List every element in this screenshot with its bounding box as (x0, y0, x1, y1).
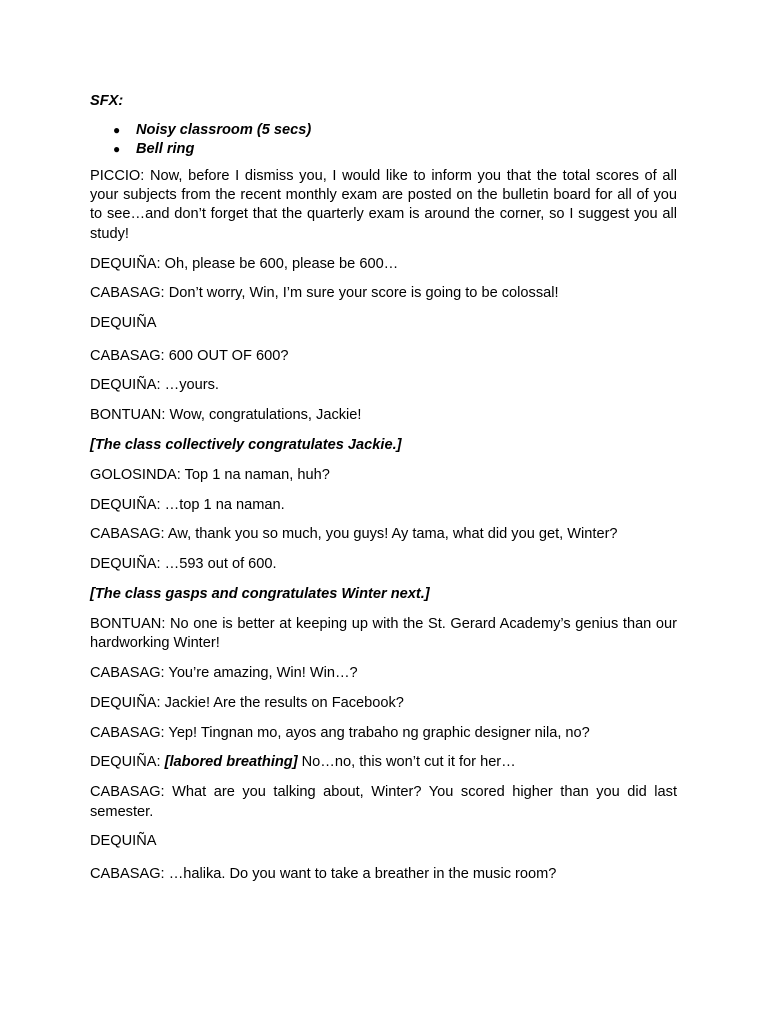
dialogue-line (90, 753, 677, 772)
dialogue-text: …yours. (164, 377, 219, 394)
dialogue-line (90, 466, 677, 485)
speaker-name: CABASAG: (90, 285, 165, 302)
sfx-item: ● Bell ring (90, 140, 677, 159)
dialogue-text: No…no, this won’t cut it for her… (301, 754, 516, 771)
dialogue-text: …halika. Do you want to take a breather in the music room? (168, 865, 557, 882)
dialogue-text: What are you talking about, Winter? You scored higher than you did last semester. (90, 784, 677, 820)
speaker-name: DEQUIÑA: (90, 556, 161, 573)
speaker-name: CABASAG: (90, 724, 165, 741)
dialogue-text: Yep! Tingnan mo, ayos ang trabaho ng graphic designer nila, no? (168, 724, 590, 741)
speaker-name: PICCIO: (90, 167, 145, 184)
dialogue-text: Aw, thank you so much, you guys! Ay tama, what did you get, Winter? (167, 526, 618, 543)
dialogue-text: You’re amazing, Win! Win…? (168, 664, 358, 681)
speaker-name: GOLOSINDA: (90, 466, 181, 483)
speaker-name: CABASAG: (90, 784, 165, 801)
dialogue-line (90, 865, 677, 884)
dialogue-line (90, 615, 677, 654)
dialogue-line (90, 724, 677, 743)
dialogue-line (90, 783, 677, 822)
stage-direction: [The class gasps and congratulates Winter next.] (90, 585, 430, 602)
dialogue-line (90, 284, 677, 303)
speaker-name: DEQUIÑA: (90, 496, 161, 513)
speaker-name: DEQUIÑA (90, 315, 157, 332)
dialogue-text: Wow, congratulations, Jackie! (169, 407, 362, 424)
dialogue-line (90, 525, 677, 544)
dialogue-text: Now, before I dismiss you, I would like to inform you that the total scores of all your subjects from the recent monthly exam are posted on the bulletin board for all of you to see…and don’t forget that the quarterly exam is around the corner, so I suggest you all study! (90, 167, 677, 242)
sfx-list (90, 121, 677, 158)
dialogue-lines (90, 167, 677, 885)
script-body (90, 92, 677, 895)
sfx-heading: SFX: (90, 93, 124, 109)
speaker-name: DEQUIÑA: (90, 255, 161, 272)
dialogue-line (90, 255, 677, 274)
speaker-name: CABASAG: (90, 664, 165, 681)
dialogue-text: Don’t worry, Win, I’m sure your score is going to be colossal! (168, 285, 559, 302)
speaker-name: DEQUIÑA (90, 833, 157, 850)
dialogue-line (90, 832, 677, 851)
dialogue-line (90, 496, 677, 515)
dialogue-line (90, 664, 677, 683)
speaker-name: BONTUAN: (90, 615, 166, 632)
dialogue-line (90, 347, 677, 366)
dialogue-text: No one is better at keeping up with the St. Gerard Academy’s genius than our hardworking Winter! (90, 615, 677, 652)
dialogue-line (90, 167, 677, 245)
speaker-name: DEQUIÑA: (90, 377, 161, 394)
speaker-name: CABASAG: (90, 526, 165, 543)
dialogue-text: Jackie! Are the results on Facebook? (164, 694, 404, 711)
speaker-name: BONTUAN: (90, 407, 166, 424)
inline-stage-direction: [labored breathing] (164, 754, 298, 771)
speaker-name: CABASAG: (90, 865, 165, 882)
dialogue-line (90, 314, 677, 333)
dialogue-text: …top 1 na naman. (164, 496, 285, 513)
dialogue-text: Oh, please be 600, please be 600… (164, 255, 399, 272)
speaker-name: DEQUIÑA: (90, 754, 161, 771)
speaker-name: DEQUIÑA: (90, 694, 161, 711)
sfx-item: ● Noisy classroom (5 secs) (90, 121, 677, 140)
stage-direction: [The class collectively congratulates Jackie.] (90, 437, 402, 453)
dialogue-line (90, 555, 677, 574)
dialogue-line (90, 376, 677, 395)
dialogue-text: Top 1 na naman, huh? (184, 466, 330, 483)
dialogue-text: …593 out of 600. (164, 556, 277, 573)
speaker-name: CABASAG: (90, 347, 165, 364)
dialogue-text: 600 OUT OF 600? (168, 347, 289, 364)
dialogue-line (90, 694, 677, 713)
dialogue-line (90, 406, 677, 425)
